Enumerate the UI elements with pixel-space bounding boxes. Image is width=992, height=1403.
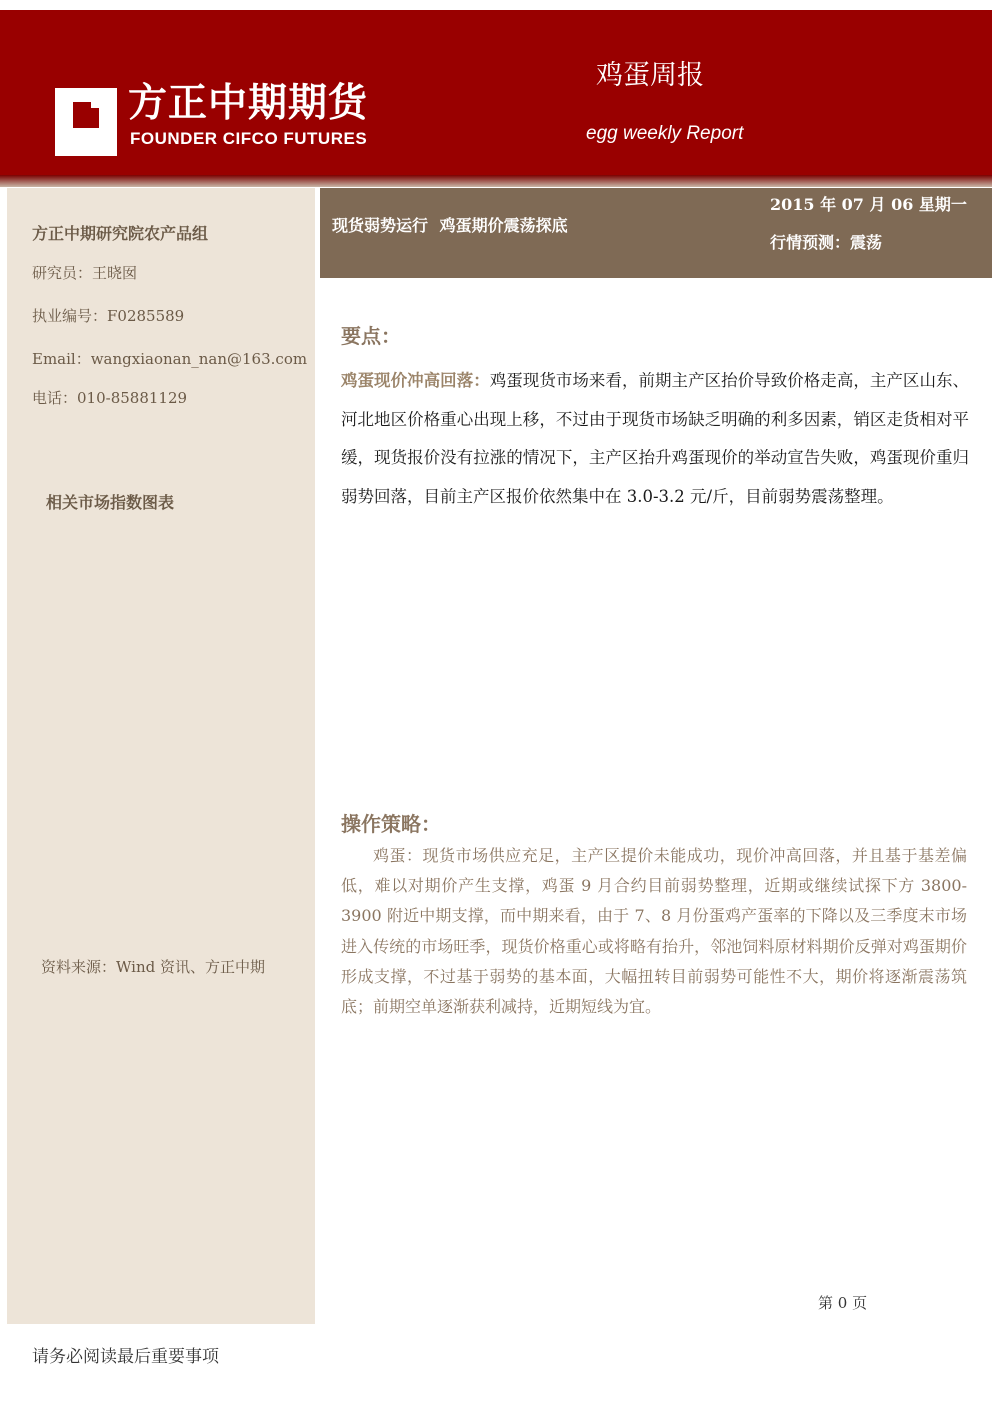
- page-number: 第 0 页: [818, 1294, 868, 1312]
- header-divider: [0, 175, 992, 187]
- email-address[interactable]: Email：wangxiaonan_nan@163.com: [32, 350, 308, 368]
- data-source: 资料来源：Wind 资讯、方正中期: [41, 958, 265, 976]
- banner-headline: 现货弱势运行 鸡蛋期价震荡探底: [332, 216, 568, 235]
- market-forecast: 行情预测：震荡: [770, 233, 883, 252]
- researcher-name: 研究员：王晓囡: [32, 264, 138, 282]
- phone-number: 电话：010-85881129: [32, 389, 188, 407]
- key-points-paragraph: [341, 362, 969, 517]
- license-number: 执业编号：F0285589: [32, 307, 185, 325]
- research-group: 方正中期研究院农产品组: [32, 224, 209, 243]
- company-name-en: FOUNDER CIFCO FUTURES: [130, 129, 368, 148]
- key-points-title: 要点：: [341, 324, 401, 348]
- chart-section-heading: 相关市场指数图表: [46, 493, 175, 512]
- disclaimer-note: 请务必阅读最后重要事项: [32, 1347, 219, 1367]
- key-points-body: 鸡蛋现货市场来看，前期主产区抬价导致价格走高，主产区山东、河北地区价格重心出现上移，不过由于现货市场缺乏明确的利多因素，销区走货相对平缓，现货报价没有拉涨的情况下，主产区抬升鸡蛋现价的举动宣告失败，鸡蛋现价重归弱势回落，目前主产区报价依然集中在 3.0-3.2 元/斤，目前弱势震荡整理。: [341, 371, 970, 507]
- report-subtitle: egg weekly Report: [586, 123, 744, 144]
- report-date: 2015 年 07 月 06 星期一: [770, 195, 967, 214]
- report-title: 鸡蛋周报: [596, 60, 704, 91]
- company-name-cn: 方正中期期货: [128, 81, 369, 126]
- key-points-lead: 鸡蛋现价冲高回落：: [341, 371, 490, 390]
- strategy-paragraph: 鸡蛋：现货市场供应充足，主产区提价未能成功，现价冲高回落，并且基于基差偏低，难以对期价产生支撑，鸡蛋 9 月合约目前弱势整理，近期或继续试探下方 3800-3900 附近中期支撑，而中期来看，由于 7、8 月份蛋鸡产蛋率的下降以及三季度末市场进入传统的市场旺季，现货价格重心或将略有抬升，邻池饲料原材料期价反弹对鸡蛋期价形成支撑，不过基于弱势的基本面，大幅扭转目前弱势可能性不大，期价将逐渐震荡筑底；前期空单逐渐获利减持，近期短线为宜。: [341, 846, 967, 1017]
- strategy-title: 操作策略：: [341, 812, 441, 836]
- founder-logo-icon: [55, 88, 117, 156]
